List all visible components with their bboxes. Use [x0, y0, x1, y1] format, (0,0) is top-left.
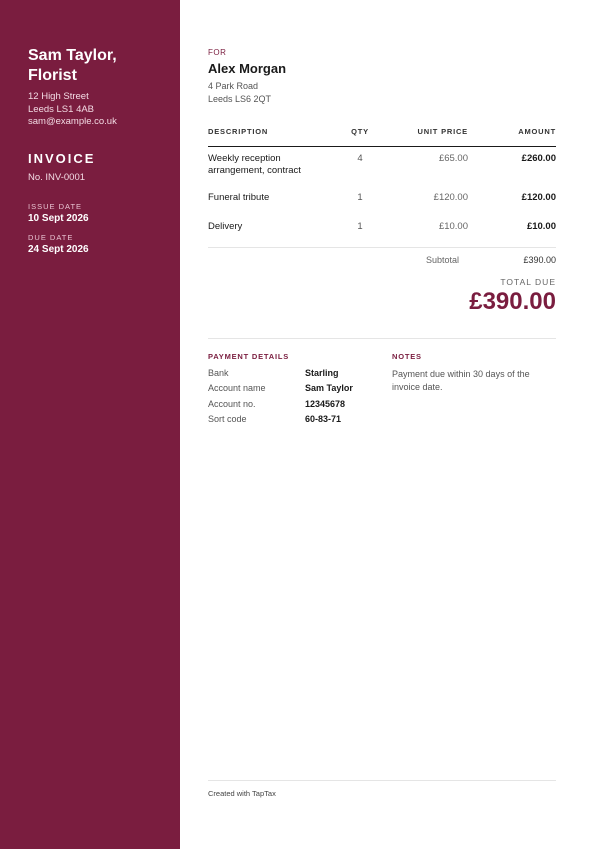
account-name-label: Account name	[208, 383, 266, 393]
row-qty: 1	[357, 192, 363, 203]
row-qty: 1	[357, 221, 363, 232]
due-date-label: DUE DATE	[28, 233, 74, 242]
client-name: Alex Morgan	[208, 61, 287, 76]
footer-divider	[208, 780, 556, 781]
issue-date-label: ISSUE DATE	[28, 202, 83, 211]
row-unit-price: £10.00	[438, 221, 468, 232]
notes-text: Payment due within 30 days of the invoice date.	[392, 369, 530, 392]
bank-label: Bank	[208, 368, 229, 378]
business-email: sam@example.co.uk	[28, 116, 117, 127]
table-divider	[208, 247, 556, 248]
invoice-number: No. INV-0001	[28, 172, 86, 183]
subtotal-value: £390.00	[523, 255, 556, 265]
business-name: Sam Taylor, Florist	[28, 47, 117, 84]
business-address	[28, 91, 117, 129]
total-due-label: TOTAL DUE	[500, 277, 556, 287]
business-address-line2: Leeds LS1 4AB	[28, 103, 95, 115]
footer-text: Created with TapTax	[208, 789, 276, 798]
row-description: Weekly reception arrangement, contract	[208, 153, 301, 176]
row-qty: 4	[357, 153, 363, 164]
account-no-label: Account no.	[208, 399, 256, 409]
section-divider	[208, 338, 556, 339]
header-unit-price: UNIT PRICE	[417, 127, 468, 136]
row-amount: £120.00	[521, 192, 556, 203]
account-no-value: 12345678	[305, 399, 346, 409]
bank-value: Starling	[305, 368, 339, 378]
client-address	[208, 80, 271, 105]
account-name-value: Sam Taylor	[305, 383, 353, 393]
client-address-line2: Leeds LS6 2QT	[208, 93, 272, 104]
row-description: Funeral tribute	[208, 192, 270, 203]
header-amount: AMOUNT	[518, 127, 556, 136]
subtotal-label: Subtotal	[425, 255, 459, 265]
sidebar	[0, 0, 180, 849]
header-qty: QTY	[351, 127, 369, 136]
row-description: Delivery	[208, 221, 243, 232]
row-amount: £10.00	[526, 221, 556, 232]
payment-details-title: PAYMENT DETAILS	[208, 352, 290, 361]
total-due-value: £390.00	[469, 288, 556, 315]
client-address-line1: 4 Park Road	[208, 81, 259, 91]
business-address-line1: 12 High Street	[28, 91, 89, 102]
table-header	[208, 127, 556, 147]
row-amount: £260.00	[521, 153, 556, 164]
invoice-body	[208, 0, 556, 849]
due-date: 24 Sept 2026	[28, 244, 89, 255]
sort-code-label: Sort code	[208, 414, 247, 424]
notes-title: NOTES	[392, 352, 422, 361]
row-unit-price: £65.00	[438, 153, 468, 164]
sort-code-value: 60-83-71	[305, 414, 342, 424]
for-label: FOR	[208, 48, 227, 57]
header-description: DESCRIPTION	[208, 127, 269, 136]
invoice-heading: INVOICE	[28, 151, 96, 166]
row-unit-price: £120.00	[433, 192, 468, 203]
issue-date: 10 Sept 2026	[28, 213, 89, 224]
